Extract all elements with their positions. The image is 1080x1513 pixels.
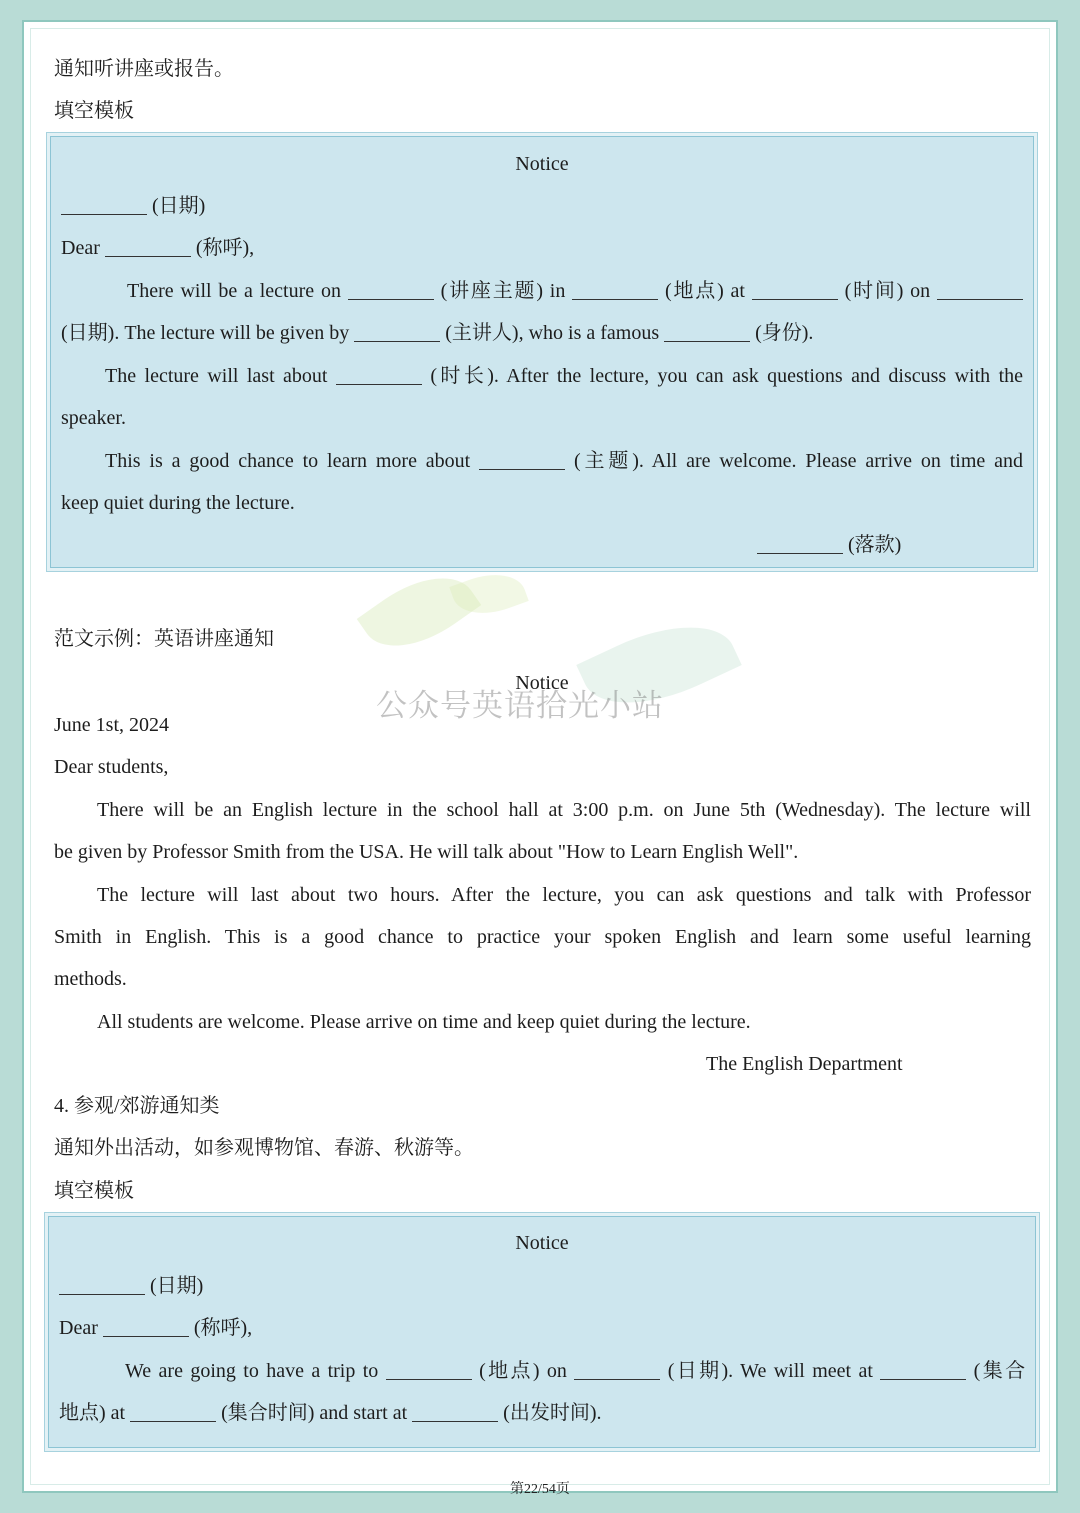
example-p1-line2: be given by Professor Smith from the USA. He will talk about "How to Learn English Well". [54, 841, 799, 863]
template2-title: Notice [515, 1232, 569, 1254]
example-p2-line3: methods. [54, 968, 127, 990]
text: (集合 [973, 1360, 1026, 1382]
blank [130, 1401, 216, 1422]
text: (日期) [150, 1275, 204, 1297]
text: (地点) at [664, 280, 745, 302]
salutation-hint: (称呼), [195, 237, 255, 259]
text: (主题). All are welcome. Please arrive on time and [574, 450, 1024, 472]
template1-title: Notice [515, 153, 569, 175]
example-title: Notice [515, 672, 569, 694]
blank [412, 1401, 498, 1422]
intro-template-label: 填空模板 [54, 100, 134, 122]
salutation-prefix: Dear [61, 237, 100, 259]
text: (出发时间). [503, 1402, 602, 1424]
blank [336, 364, 422, 385]
text: (时长). After the lecture, you can ask questions and discuss with the [430, 365, 1024, 387]
text: 地点) at [59, 1402, 126, 1424]
template1-signature [757, 532, 901, 558]
text: (日期). The lecture will be given by [61, 322, 350, 344]
text: (时间) on [844, 280, 931, 302]
section4-purpose: 通知外出活动，如参观博物馆、春游、秋游等。 [54, 1137, 474, 1159]
text: (身份). [755, 322, 814, 344]
blank [757, 533, 843, 554]
text: This is a good chance to learn more about [105, 450, 471, 472]
template1-date-hint: (日期) [152, 195, 206, 217]
text: (日期). We will meet at [667, 1360, 873, 1382]
blank [664, 321, 750, 342]
template2-paragraph-line1 [125, 1358, 1025, 1384]
document-page [22, 20, 1058, 1497]
blank [103, 1316, 189, 1337]
blank [752, 279, 838, 300]
intro-purpose: 通知听讲座或报告。 [54, 58, 234, 80]
page-number: 第22/54页 [510, 1482, 570, 1497]
template2-paragraph-line2 [59, 1400, 602, 1426]
blank [61, 194, 147, 215]
template2-date-line [59, 1273, 203, 1299]
template1-paragraph2-line2: speaker. [61, 407, 126, 429]
blank [386, 1359, 472, 1380]
template1-paragraph2-line1 [105, 363, 1023, 389]
template1-salutation [61, 235, 254, 261]
blank [937, 279, 1023, 300]
blank [572, 279, 658, 300]
template1-date-line [61, 193, 205, 219]
blank [479, 449, 565, 470]
text: (集合时间) and start at [221, 1402, 408, 1424]
blank [59, 1274, 145, 1295]
trip-template-box [48, 1216, 1036, 1448]
blank [574, 1359, 660, 1380]
text: The lecture will last about [105, 365, 328, 387]
template1-paragraph1-line2 [61, 320, 813, 346]
example-p3: All students are welcome. Please arrive on time and keep quiet during the lecture. [97, 1011, 751, 1033]
blank [880, 1359, 966, 1380]
blank [105, 236, 191, 257]
example-date: June 1st, 2024 [54, 714, 169, 736]
template2-salutation [59, 1315, 252, 1341]
example-p1-line1: There will be an English lecture in the school hall at 3:00 p.m. on June 5th (Wednesday). The lecture will [97, 799, 1031, 821]
example-signature: The English Department [706, 1053, 903, 1075]
example-p2-line1: The lecture will last about two hours. After the lecture, you can ask questions and talk with Professor [97, 884, 1031, 906]
text: (地点) on [479, 1360, 567, 1382]
template1-paragraph1-line1 [127, 278, 1023, 304]
example-salutation: Dear students, [54, 756, 169, 778]
blank [354, 321, 440, 342]
section4-template-label: 填空模板 [54, 1180, 134, 1202]
blank [348, 279, 434, 300]
lecture-template-box [50, 136, 1034, 568]
text: (主讲人), who is a famous [445, 322, 660, 344]
template1-paragraph3-line1 [105, 448, 1023, 474]
text: (称呼), [193, 1317, 253, 1339]
text: (讲座主题) in [440, 280, 566, 302]
leaf-decoration [357, 556, 482, 668]
watermark: 公众号英语拾光小站 [376, 688, 664, 724]
example-p2-line2: Smith in English. This is a good chance to practice your spoken English and learn some useful learning [54, 926, 1031, 948]
template1-paragraph3-line2: keep quiet during the lecture. [61, 492, 295, 514]
text: There will be a lecture on [127, 280, 341, 302]
section4-heading: 4. 参观/郊游通知类 [54, 1095, 220, 1117]
text: We are going to have a trip to [125, 1360, 379, 1382]
example-label: 范文示例：英语讲座通知 [54, 628, 274, 650]
text: Dear [59, 1317, 98, 1339]
text: (落款) [848, 534, 902, 556]
